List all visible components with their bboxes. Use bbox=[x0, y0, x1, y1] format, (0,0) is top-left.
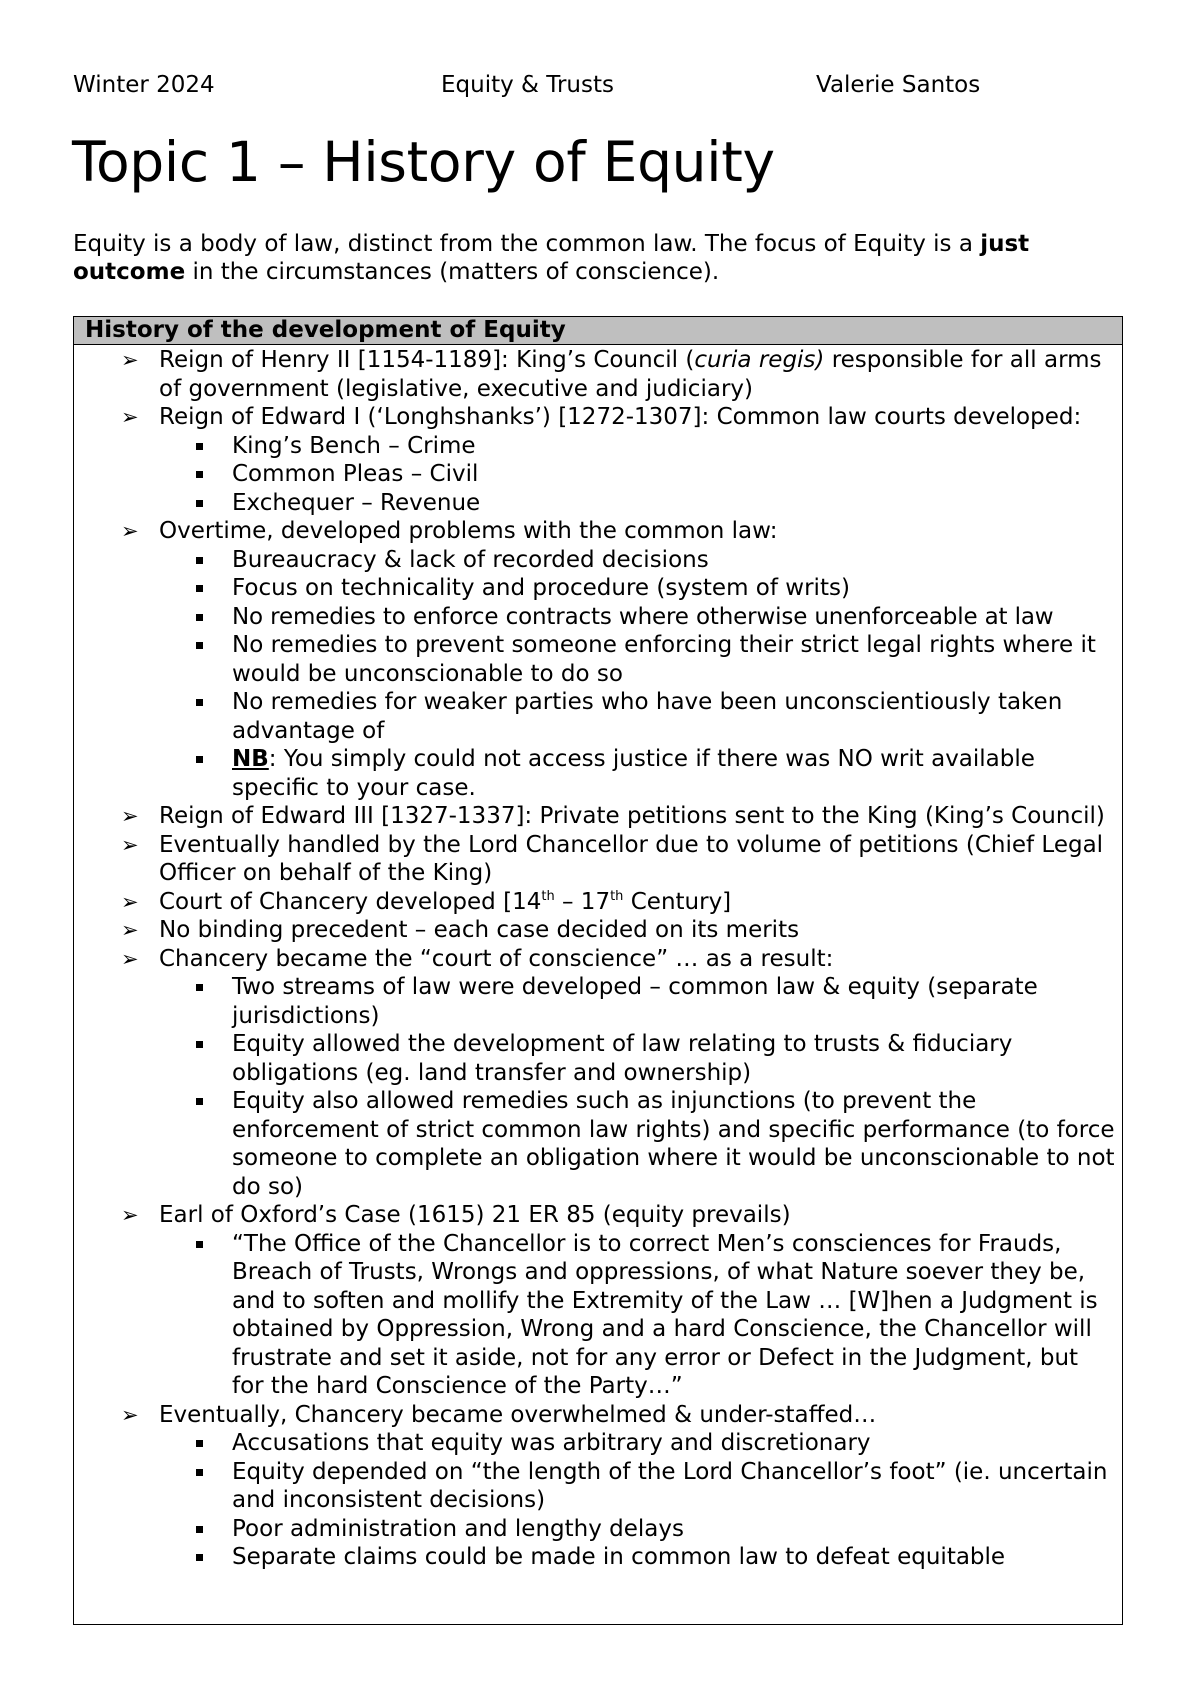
sub-item-text: Separate claims could be made in common law to defeat equitable bbox=[232, 1544, 1006, 1570]
point-chancery-overwhelmed bbox=[74, 1401, 1122, 1430]
sub-item-text: King’s Bench – Crime bbox=[232, 432, 476, 459]
sub-item-text: Bureaucracy & lack of recorded decisions bbox=[232, 546, 709, 573]
sub-item bbox=[74, 1543, 1122, 1572]
header-course: Equity & Trusts bbox=[441, 72, 614, 98]
sub-item-text: Common Pleas – Civil bbox=[232, 461, 479, 487]
intro-text-before: Equity is a body of law, distinct from the common law. The focus of Equity is a bbox=[73, 231, 981, 257]
sub-item bbox=[74, 460, 1122, 489]
point-text: Court of Chancery developed [14 bbox=[159, 888, 542, 915]
square-bullet-icon bbox=[196, 984, 203, 991]
sub-item bbox=[74, 688, 1122, 745]
square-bullet-icon bbox=[196, 443, 203, 450]
point-text: Reign of Edward III [1327-1337]: Private petitions sent to the King (King’s Council) bbox=[159, 803, 1105, 829]
point-text: responsible for all arms of government (legislative, executive and judiciary) bbox=[159, 347, 1102, 402]
sub-item bbox=[74, 432, 1122, 461]
superscript: th bbox=[610, 888, 624, 904]
point-text: Century] bbox=[623, 888, 732, 915]
intro-paragraph bbox=[73, 230, 1133, 286]
arrow-bullet-icon: ➢ bbox=[121, 1402, 139, 1427]
square-bullet-icon bbox=[196, 1440, 203, 1447]
point-court-of-conscience bbox=[74, 945, 1122, 974]
box-heading: History of the development of Equity bbox=[74, 317, 1122, 345]
square-bullet-icon bbox=[196, 1526, 203, 1533]
point-court-of-chancery bbox=[74, 888, 1122, 917]
point-lord-chancellor bbox=[74, 831, 1122, 888]
sub-item-nb bbox=[74, 745, 1122, 802]
intro-bold: just outcome bbox=[73, 231, 1030, 285]
history-box bbox=[73, 316, 1123, 1625]
arrow-bullet-icon: ➢ bbox=[121, 519, 139, 543]
intro-text-after: in the circumstances (matters of conscience). bbox=[185, 259, 720, 285]
point-text: Overtime, developed problems with the common law: bbox=[159, 518, 778, 544]
sub-item-text: No remedies to prevent someone enforcing their strict legal rights where it would be unconscionable to do so bbox=[232, 632, 1096, 687]
arrow-bullet-icon: ➢ bbox=[121, 405, 139, 429]
sub-item bbox=[74, 631, 1122, 688]
arrow-bullet-icon: ➢ bbox=[121, 348, 139, 372]
sub-item-text: Equity also allowed remedies such as injunctions (to prevent the enforcement of strict common law rights) and specific performance (to force someone to complete an obligation where it would be unconscionable to not do so) bbox=[232, 1088, 1115, 1200]
square-bullet-icon bbox=[196, 557, 203, 564]
square-bullet-icon bbox=[196, 1098, 203, 1105]
sub-item-text: “The Office of the Chancellor is to correct Men’s consciences for Frauds, Breach of Trusts, Wrongs and oppressions, of what Nature soever they be, and to soften and mollify the Extremity of the Law … [W]hen a Judgment is obtained by Oppression, Wrong and a hard Conscience, the Chancellor will frustrate and set it aside, not for any error or Defect in the Judgment, but for the hard Conscience of the Party…” bbox=[232, 1230, 1098, 1399]
arrow-bullet-icon: ➢ bbox=[121, 804, 139, 828]
square-bullet-icon bbox=[196, 1554, 203, 1561]
square-bullet-icon bbox=[196, 471, 203, 478]
point-text: Reign of Edward I (‘Longhshanks’) [1272-1307]: Common law courts developed: bbox=[159, 404, 1082, 430]
sub-item bbox=[74, 1429, 1122, 1458]
point-no-precedent bbox=[74, 916, 1122, 945]
square-bullet-icon bbox=[196, 614, 203, 621]
sub-item-text: No remedies to enforce contracts where otherwise unenforceable at law bbox=[232, 603, 1054, 630]
sub-item-text: Accusations that equity was arbitrary and discretionary bbox=[232, 1430, 871, 1456]
sub-item bbox=[74, 1030, 1122, 1087]
point-text: – 17 bbox=[554, 888, 611, 915]
sub-item bbox=[74, 973, 1122, 1030]
header-author: Valerie Santos bbox=[816, 72, 981, 98]
sub-item-text: No remedies for weaker parties who have been unconscientiously taken advantage of bbox=[232, 689, 1063, 744]
sub-item bbox=[74, 1515, 1122, 1544]
point-text: Reign of Henry II [1154-1189]: King’s Council ( bbox=[159, 347, 695, 373]
point-text: Earl of Oxford’s Case (1615) 21 ER 85 (equity prevails) bbox=[159, 1202, 791, 1228]
header-term: Winter 2024 bbox=[73, 72, 215, 98]
point-italic: curia regis) bbox=[694, 347, 825, 373]
point-text: No binding precedent – each case decided on its merits bbox=[159, 917, 800, 943]
square-bullet-icon bbox=[196, 1041, 203, 1048]
superscript: th bbox=[541, 888, 555, 904]
point-earl-of-oxford bbox=[74, 1201, 1122, 1230]
sub-item-text: Equity depended on “the length of the Lord Chancellor’s foot” (ie. uncertain and inconsistent decisions) bbox=[232, 1458, 1108, 1513]
sub-item-text: Exchequer – Revenue bbox=[232, 489, 481, 516]
point-henry-ii bbox=[74, 346, 1122, 403]
page-header bbox=[73, 70, 1127, 100]
sub-item-quote bbox=[74, 1230, 1122, 1401]
arrow-bullet-icon: ➢ bbox=[121, 918, 139, 942]
point-text: Chancery became the “court of conscience” … as a result: bbox=[159, 945, 834, 972]
square-bullet-icon bbox=[196, 1241, 203, 1248]
sub-item bbox=[74, 1458, 1122, 1515]
arrow-bullet-icon: ➢ bbox=[121, 889, 139, 914]
point-text: Eventually, Chancery became overwhelmed & under-staffed… bbox=[159, 1401, 877, 1428]
square-bullet-icon bbox=[196, 756, 203, 763]
sub-item-text: : You simply could not access justice if there was NO writ available specific to your case. bbox=[232, 746, 1035, 801]
square-bullet-icon bbox=[196, 1469, 203, 1476]
point-edward-i bbox=[74, 403, 1122, 432]
square-bullet-icon bbox=[196, 699, 203, 706]
sub-item bbox=[74, 1087, 1122, 1201]
square-bullet-icon bbox=[196, 500, 203, 507]
sub-item bbox=[74, 546, 1122, 575]
arrow-bullet-icon: ➢ bbox=[121, 832, 139, 857]
point-edward-iii bbox=[74, 802, 1122, 831]
sub-item bbox=[74, 603, 1122, 632]
sub-item-text: Focus on technicality and procedure (system of writs) bbox=[232, 575, 850, 601]
sub-item bbox=[74, 489, 1122, 518]
history-content bbox=[74, 345, 1122, 1572]
nb-label: NB bbox=[232, 746, 269, 772]
arrow-bullet-icon: ➢ bbox=[121, 946, 139, 971]
point-common-law-problems bbox=[74, 517, 1122, 546]
arrow-bullet-icon: ➢ bbox=[121, 1203, 139, 1227]
square-bullet-icon bbox=[196, 585, 203, 592]
sub-item bbox=[74, 574, 1122, 603]
point-text: Eventually handled by the Lord Chancellor due to volume of petitions (Chief Legal Officer on behalf of the King) bbox=[159, 831, 1104, 886]
sub-item-text: Two streams of law were developed – common law & equity (separate jurisdictions) bbox=[232, 974, 1038, 1029]
page-title: Topic 1 – History of Equity bbox=[72, 130, 775, 194]
sub-item-text: Poor administration and lengthy delays bbox=[232, 1515, 684, 1542]
sub-item-text: Equity allowed the development of law relating to trusts & fiduciary obligations (eg. land transfer and ownership) bbox=[232, 1031, 1013, 1086]
square-bullet-icon bbox=[196, 642, 203, 649]
